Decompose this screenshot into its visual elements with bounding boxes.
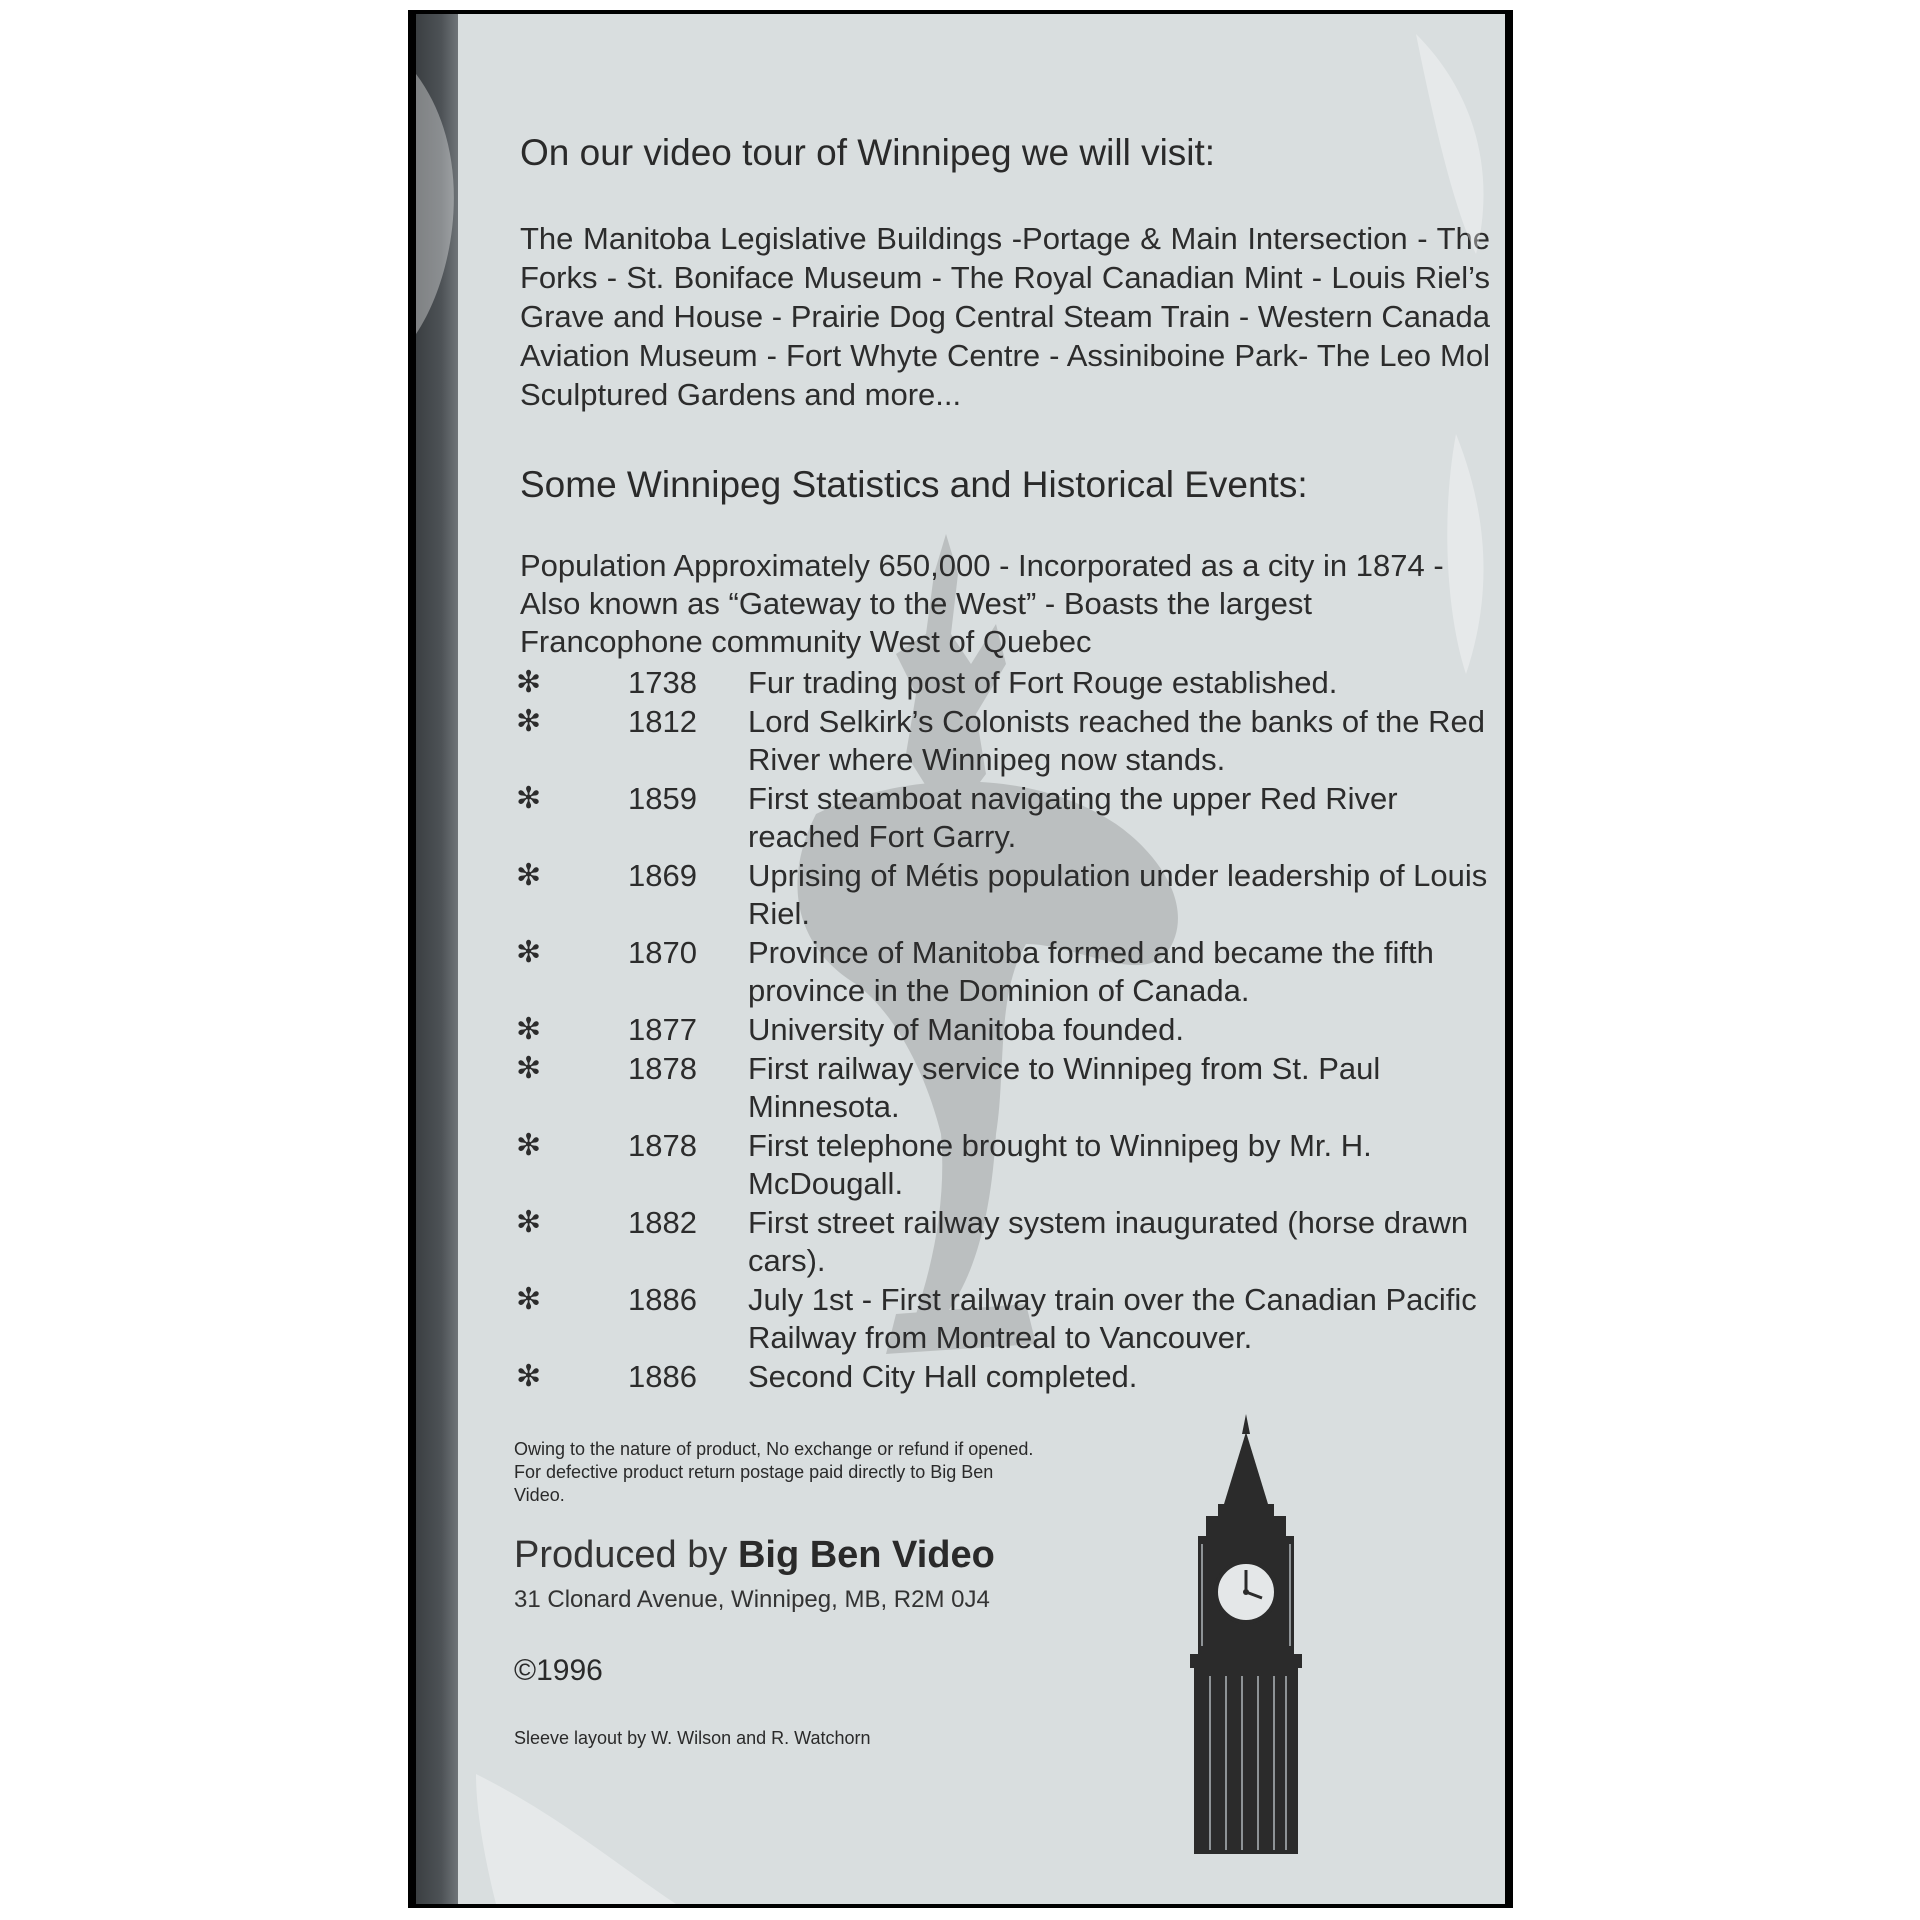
event-year: 1878 bbox=[628, 1128, 697, 1163]
producer-name: Big Ben Video bbox=[737, 1534, 995, 1576]
event-year: 1738 bbox=[628, 665, 697, 700]
event-year: 1882 bbox=[628, 1205, 697, 1240]
event-description: First street railway system inaugurated (horse drawn cars). bbox=[748, 1205, 1469, 1278]
visit-heading: On our video tour of Winnipeg we will visit: bbox=[520, 132, 1216, 173]
stats-intro: Population Approximately 650,000 - Incorporated as a city in 1874 - Also known as “Gateway to the West” - Boasts the largest Francophone community West of Quebec bbox=[520, 548, 1444, 659]
event-description: First telephone brought to Winnipeg by Mr. H. McDougall. bbox=[748, 1128, 1372, 1201]
refund-notice: Owing to the nature of product, No exchange or refund if opened. For defective product return postage paid directly to Big Ben Video. bbox=[514, 1439, 1034, 1505]
bullet-asterisk-icon: ✻ bbox=[516, 1013, 542, 1046]
event-description: University of Manitoba founded. bbox=[748, 1012, 1184, 1047]
video-sleeve bbox=[408, 10, 1513, 1908]
event-row bbox=[512, 1204, 1505, 1280]
event-year: 1812 bbox=[628, 704, 697, 739]
event-description: First steamboat navigating the upper Red River reached Fort Garry. bbox=[748, 781, 1398, 854]
bullet-asterisk-icon: ✻ bbox=[516, 705, 542, 738]
event-row bbox=[512, 1050, 1505, 1126]
event-description: Province of Manitoba formed and became the fifth province in the Dominion of Canada. bbox=[748, 935, 1434, 1008]
event-description: Second City Hall completed. bbox=[748, 1359, 1138, 1394]
event-year: 1886 bbox=[628, 1359, 697, 1394]
big-ben-tower-icon bbox=[1176, 1414, 1316, 1854]
bullet-asterisk-icon: ✻ bbox=[516, 1283, 542, 1316]
producer-address: 31 Clonard Avenue, Winnipeg, MB, R2M 0J4 bbox=[514, 1586, 990, 1613]
event-row bbox=[512, 1011, 1505, 1049]
event-year: 1859 bbox=[628, 781, 697, 816]
bullet-asterisk-icon: ✻ bbox=[516, 859, 542, 892]
visit-list: The Manitoba Legislative Buildings -Portage & Main Intersection - The Forks - St. Boniface Museum - The Royal Canadian Mint - Louis Riel’s Grave and House - Prairie Dog Central Steam Train - Western Canada Aviation Museum - Fort Whyte Centre - Assiniboine Park- The Leo Mol Sculptured Gardens and more... bbox=[520, 221, 1490, 412]
events-list bbox=[512, 664, 1505, 1397]
event-description: Fur trading post of Fort Rouge established. bbox=[748, 665, 1338, 700]
event-year: 1886 bbox=[628, 1282, 697, 1317]
event-year: 1870 bbox=[628, 935, 697, 970]
sleeve-content bbox=[416, 14, 1505, 1904]
bullet-asterisk-icon: ✻ bbox=[516, 936, 542, 969]
event-row bbox=[512, 703, 1505, 779]
event-row bbox=[512, 1358, 1505, 1396]
layout-credits: Sleeve layout by W. Wilson and R. Watchorn bbox=[514, 1728, 871, 1748]
event-row bbox=[512, 780, 1505, 856]
sleeve-paper bbox=[416, 14, 1505, 1904]
event-row bbox=[512, 857, 1505, 933]
bullet-asterisk-icon: ✻ bbox=[516, 666, 542, 699]
bullet-asterisk-icon: ✻ bbox=[516, 1360, 542, 1393]
bullet-asterisk-icon: ✻ bbox=[516, 1129, 542, 1162]
bullet-asterisk-icon: ✻ bbox=[516, 782, 542, 815]
bullet-asterisk-icon: ✻ bbox=[516, 1052, 542, 1085]
event-description: July 1st - First railway train over the Canadian Pacific Railway from Montreal to Vancouver. bbox=[748, 1282, 1477, 1355]
event-description: First railway service to Winnipeg from St. Paul Minnesota. bbox=[748, 1051, 1381, 1124]
copyright: ©1996 bbox=[514, 1654, 603, 1687]
event-row bbox=[512, 1127, 1505, 1203]
event-year: 1877 bbox=[628, 1012, 697, 1047]
event-description: Uprising of Métis population under leadership of Louis Riel. bbox=[748, 858, 1488, 931]
event-year: 1878 bbox=[628, 1051, 697, 1086]
stats-heading: Some Winnipeg Statistics and Historical Events: bbox=[520, 464, 1308, 505]
event-row bbox=[512, 1281, 1505, 1357]
bullet-asterisk-icon: ✻ bbox=[516, 1206, 542, 1239]
event-year: 1869 bbox=[628, 858, 697, 893]
produced-by bbox=[514, 1534, 995, 1577]
event-description: Lord Selkirk’s Colonists reached the banks of the Red River where Winnipeg now stands. bbox=[748, 704, 1485, 777]
event-row bbox=[512, 934, 1505, 1010]
event-row bbox=[512, 664, 1505, 702]
produced-prefix: Produced by bbox=[514, 1534, 728, 1576]
